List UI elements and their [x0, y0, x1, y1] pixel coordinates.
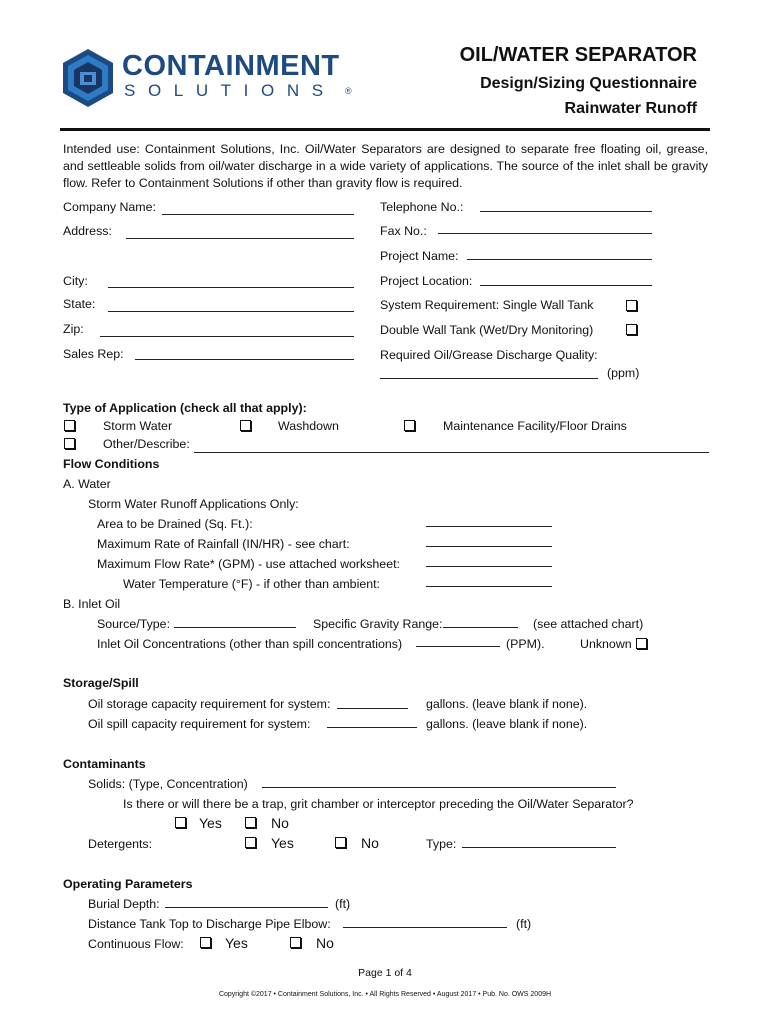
page-number: Page 1 of 4	[358, 967, 412, 979]
oil-spill-label: Oil spill capacity requirement for system:	[88, 717, 311, 731]
zip-field[interactable]	[100, 336, 354, 337]
address-field[interactable]	[126, 238, 354, 239]
city-label: City:	[63, 274, 88, 288]
title-sub1: Design/Sizing Questionnaire	[480, 75, 697, 92]
copyright: Copyright ©2017 • Containment Solutions, Inc. • All Rights Reserved • August 2017 • Pub. No. OWS 2009H	[218, 991, 552, 998]
double-wall-checkbox[interactable]	[626, 324, 637, 335]
continuous-no-label: No	[316, 935, 334, 951]
project-name-label: Project Name:	[380, 249, 459, 263]
sales-rep-field[interactable]	[135, 359, 354, 360]
company-label: Company Name:	[63, 200, 156, 214]
area-label: Area to be Drained (Sq. Ft.):	[97, 517, 253, 531]
logo	[62, 48, 362, 110]
double-wall-label: Double Wall Tank (Wet/Dry Monitoring)	[380, 323, 594, 337]
detergents-type-field[interactable]	[462, 847, 616, 848]
see-chart-label: (see attached chart)	[533, 617, 644, 631]
burial-field[interactable]	[165, 907, 328, 908]
company-field[interactable]	[162, 214, 354, 215]
logo-reg: ®	[345, 86, 352, 96]
solids-field[interactable]	[262, 787, 616, 788]
concentrations-label: Inlet Oil Concentrations (other than spill concentrations)	[97, 637, 403, 651]
storage-heading: Storage/Spill	[63, 676, 139, 690]
max-rainfall-field[interactable]	[426, 546, 552, 547]
operating-heading: Operating Parameters	[63, 877, 193, 891]
oil-storage-field[interactable]	[337, 708, 408, 709]
project-name-field[interactable]	[467, 259, 652, 260]
city-field[interactable]	[108, 287, 354, 288]
water-temp-field[interactable]	[426, 586, 552, 587]
oil-storage-label: Oil storage capacity requirement for system:	[88, 697, 331, 711]
concentrations-ppm: (PPM).	[506, 637, 545, 651]
unknown-label: Unknown	[580, 637, 632, 651]
logo-line2: SOLUTIONS	[124, 81, 336, 100]
discharge-quality-field[interactable]	[380, 378, 598, 379]
oil-spill-gallons: gallons. (leave blank if none).	[426, 717, 588, 731]
state-label: State:	[63, 297, 96, 311]
ppm-label: (ppm)	[607, 366, 640, 380]
detergents-yes-checkbox[interactable]	[245, 837, 256, 848]
trap-yes-checkbox[interactable]	[175, 817, 186, 828]
oil-spill-field[interactable]	[327, 727, 417, 728]
gravity-label: Specific Gravity Range:	[313, 617, 443, 631]
fax-field[interactable]	[438, 233, 652, 234]
project-location-field[interactable]	[480, 285, 652, 286]
storm-water-checkbox[interactable]	[64, 420, 75, 431]
system-req-label: System Requirement: Single Wall Tank	[380, 298, 594, 312]
unknown-checkbox[interactable]	[636, 638, 647, 649]
detergents-yes-label: Yes	[271, 835, 294, 851]
zip-label: Zip:	[63, 322, 84, 336]
distance-label: Distance Tank Top to Discharge Pipe Elbow:	[88, 917, 331, 931]
trap-no-checkbox[interactable]	[245, 817, 256, 828]
address-label: Address:	[63, 224, 112, 238]
discharge-quality-label: Required Oil/Grease Discharge Quality:	[380, 348, 598, 362]
other-label: Other/Describe:	[103, 437, 190, 451]
detergents-no-checkbox[interactable]	[335, 837, 346, 848]
source-label: Source/Type:	[97, 617, 171, 631]
max-flow-label: Maximum Flow Rate* (GPM) - use attached worksheet:	[97, 557, 400, 571]
trap-no-label: No	[271, 815, 289, 831]
maintenance-label: Maintenance Facility/Floor Drains	[443, 419, 627, 433]
detergents-type-label: Type:	[426, 837, 457, 851]
distance-ft: (ft)	[516, 917, 532, 931]
logo-line1: CONTAINMENT	[122, 50, 340, 82]
intro-text: Intended use: Containment Solutions, Inc. Oil/Water Separators are designed to separate free floating oil, grease, and settleable solids from oil/water discharge in a wide variety of applications. The source of the inlet shall be gravity flow. Refer to Containment Solutions if other than gravity flow is required.	[63, 142, 708, 190]
single-wall-checkbox[interactable]	[626, 300, 637, 311]
title-sub2: Rainwater Runoff	[564, 100, 697, 117]
water-label: A. Water	[63, 477, 111, 491]
max-rainfall-label: Maximum Rate of Rainfall (IN/HR) - see chart:	[97, 537, 350, 551]
continuous-label: Continuous Flow:	[88, 937, 184, 951]
fax-label: Fax No.:	[380, 224, 427, 238]
oil-storage-gallons: gallons. (leave blank if none).	[426, 697, 588, 711]
detergents-no-label: No	[361, 835, 379, 851]
storm-water-label: Storm Water	[103, 419, 173, 433]
water-temp-label: Water Temperature (°F) - if other than ambient:	[123, 577, 380, 591]
washdown-checkbox[interactable]	[240, 420, 251, 431]
flow-heading: Flow Conditions	[63, 457, 160, 471]
washdown-label: Washdown	[278, 419, 339, 433]
logo-hexagon-icon	[62, 48, 114, 108]
continuous-yes-label: Yes	[225, 935, 248, 951]
application-heading: Type of Application (check all that apply):	[63, 401, 307, 415]
source-field[interactable]	[174, 627, 296, 628]
burial-label: Burial Depth:	[88, 897, 160, 911]
sales-rep-label: Sales Rep:	[63, 347, 124, 361]
area-field[interactable]	[426, 526, 552, 527]
max-flow-field[interactable]	[426, 566, 552, 567]
trap-question: Is there or will there be a trap, grit chamber or interceptor preceding the Oil/Water Separator?	[123, 797, 634, 811]
telephone-field[interactable]	[480, 211, 652, 212]
continuous-no-checkbox[interactable]	[290, 937, 301, 948]
title-main: OIL/WATER SEPARATOR	[459, 44, 697, 66]
header-rule	[60, 128, 710, 131]
maintenance-checkbox[interactable]	[404, 420, 415, 431]
other-checkbox[interactable]	[64, 438, 75, 449]
inlet-oil-label: B. Inlet Oil	[63, 597, 121, 611]
project-location-label: Project Location:	[380, 274, 473, 288]
telephone-label: Telephone No.:	[380, 200, 464, 214]
state-field[interactable]	[108, 311, 354, 312]
solids-label: Solids: (Type, Concentration)	[88, 777, 248, 791]
burial-ft: (ft)	[335, 897, 351, 911]
gravity-field[interactable]	[443, 627, 518, 628]
trap-yes-label: Yes	[199, 815, 222, 831]
contaminants-heading: Contaminants	[63, 757, 146, 771]
distance-field[interactable]	[343, 927, 507, 928]
storm-only-label: Storm Water Runoff Applications Only:	[88, 497, 299, 511]
continuous-yes-checkbox[interactable]	[200, 937, 211, 948]
other-field[interactable]	[194, 452, 709, 453]
detergents-label: Detergents:	[88, 837, 153, 851]
concentrations-field[interactable]	[416, 646, 500, 647]
